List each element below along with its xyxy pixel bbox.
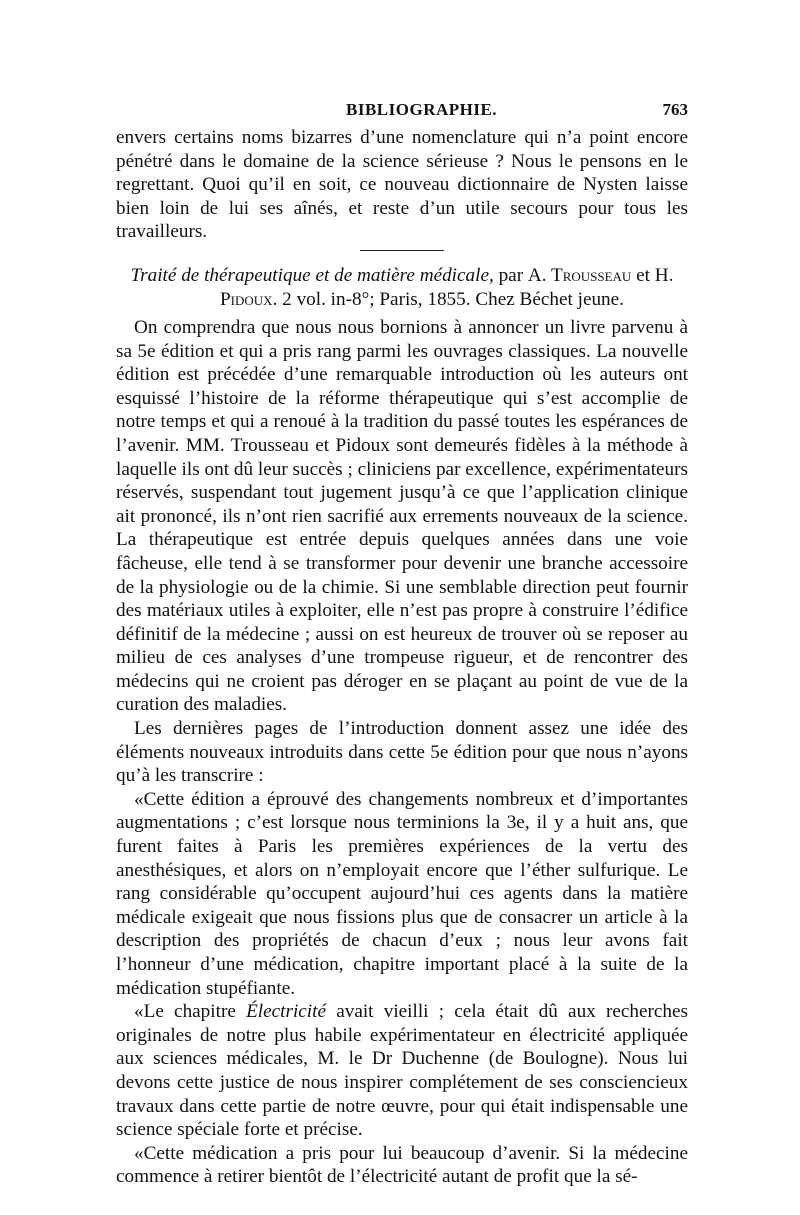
electricity-chapter-title: Électricité — [246, 1001, 326, 1023]
page-body — [116, 126, 688, 1189]
reference-author-1: A. Trousseau — [527, 264, 632, 286]
reference-details: . 2 vol. in-8°; Paris, 1855. Chez Béchet jeune. — [272, 288, 624, 310]
page-header — [116, 96, 688, 126]
book-page — [116, 96, 688, 1189]
paragraph-quote-edition: «Cette édition a éprouvé des changements nombreux et d’importantes augmentations ; c’est lorsque nous terminions la 3e, il y a huit ans, que furent faites à Paris les premières expériences de la vertu des anesthésiques, et alors on n’employait encore que l’éther sulfurique. Le rang considérable qu’occupent aujourd’hui ces agents dans la matière médicale exigeait que nous fissions plus que de consacrer un article à la description des propriétés de chacun d’eux ; nous leur avons fait l’honneur d’une médication, chapitre important placé à la suite de la médication stupéfiante. — [116, 788, 688, 999]
electricity-text-before: «Le chapitre — [134, 1001, 247, 1023]
reference-title: Traité de thérapeutique et de matière médicale, — [130, 264, 494, 286]
reference-and: et — [631, 264, 655, 286]
reference-author-2-initial: H. — [654, 264, 674, 286]
section-divider — [360, 250, 444, 251]
reference-by: par — [493, 264, 528, 286]
paragraph-continuation: envers certains noms bizarres d’une nomenclature qui n’a point encore pénétré dans le domaine de la science sérieuse ? Nous le pensons en le regrettant. Quoi qu’il en soit, ce nouveau dictionnaire de Nysten laisse bien loin de lui ses aînés, et reste d’un utile secours pour tous les travailleurs. — [116, 127, 688, 243]
bibliographic-reference — [116, 264, 688, 312]
paragraph-quote-medication: «Cette médication a pris pour lui beaucoup d’avenir. Si la médecine commence à retirer bientôt de l’électricité autant de profit que la sé- — [116, 1142, 688, 1188]
paragraph-review: On comprendra que nous nous bornions à annoncer un livre parvenu à sa 5e édition et qui a pris rang parmi les ouvrages classiques. La nouvelle édition est précédée d’une remarquable introduction où les auteurs ont esquissé l’histoire de la réforme thérapeutique qui s’est accomplie de notre temps et qui a renoué à la tradition du passé toutes les espérances de l’avenir. MM. Trousseau et Pidoux sont demeurés fidèles à la méthode à laquelle ils ont dû leur succès ; cliniciens par excellence, expérimentateurs réservés, suspendant tout jugement jusqu’à ce que l’application clinique ait prononcé, ils n’ont rien sacrifié aux errements nouveaux de la science. La thérapeutique est entrée depuis quelques années dans une voie fâcheuse, elle tend à se transformer pour devenir une branche accessoire de la physiologie ou de la chimie. Si une semblable direction peut fournir des matériaux utiles à exploiter, elle n’est pas propre à construire l’édifice définitif de la médecine ; aussi on est heureux de trouver où se reposer au milieu de ces analyses d’une trompeuse rigueur, et de rencontrer des médecins qui ne croient pas déroger en se plaçant au point de vue de la curation des maladies. — [116, 316, 688, 716]
running-title: BIBLIOGRAPHIE. — [346, 100, 498, 119]
paragraph-quote-electricity — [116, 1000, 688, 1142]
electricity-text-after: avait vieilli ; cela était dû aux recherches originales de notre plus habile expérimentateur en électricité appliquée aux sciences médicales, M. le Dr Duchenne (de Boulogne). Nous lui devons cette justice de nous inspirer complétement de ses consciencieux travaux dans cette partie de notre œuvre, pour qui était indispensable une science spéciale forte et précise. — [116, 1001, 688, 1141]
paragraph-introduction: Les dernières pages de l’introduction donnent assez une idée des éléments nouveaux introduits dans cette 5e édition pour que nous n’ayons qu’à les transcrire : — [116, 718, 688, 787]
page-number: 763 — [662, 100, 688, 119]
reference-author-2-name: Pidoux — [220, 288, 273, 310]
